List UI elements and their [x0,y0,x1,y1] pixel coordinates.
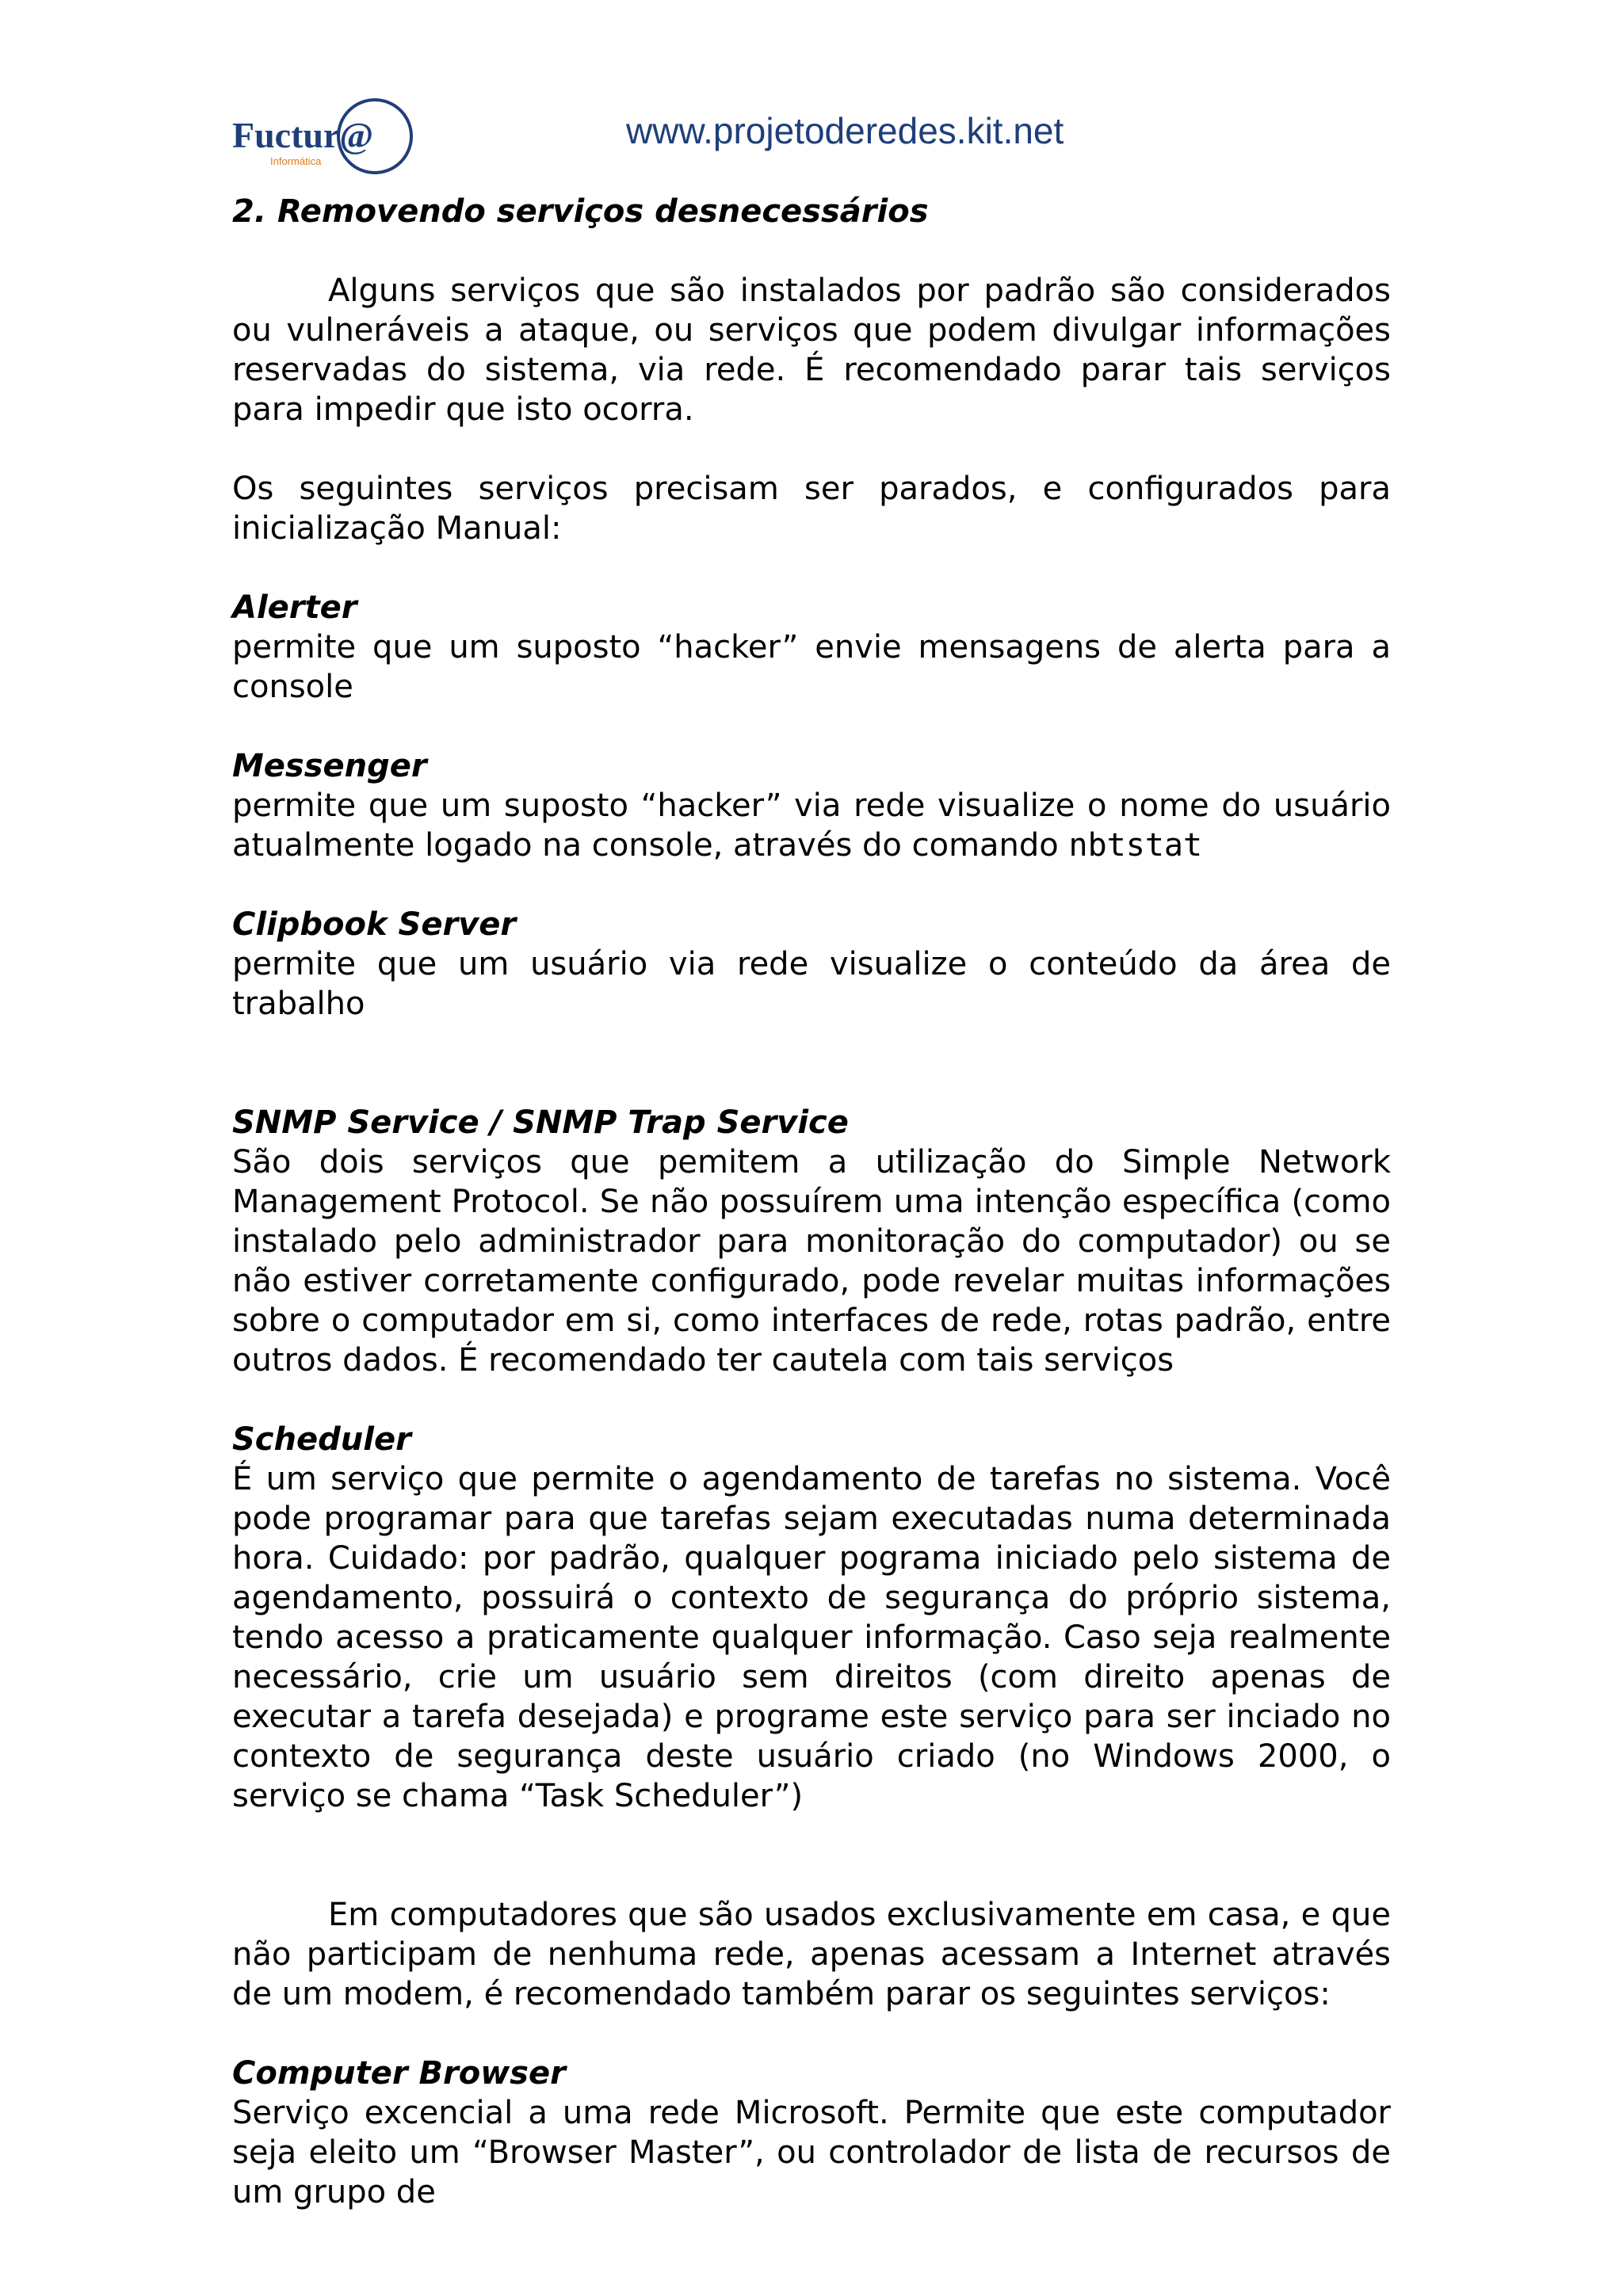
service-description-clipbook: permite que um usuário via rede visualize o conteúdo da área de trabalho [232,946,1391,1022]
service-name-clipbook: Clipbook Server [232,906,517,943]
command-nbtstat: nbtstat [1068,827,1203,864]
service-name-alerter: Alerter [232,589,357,626]
service-description-computer-browser: Serviço excencial a uma rede Microsoft. Permite que este computador seja eleito um “Browser Master”, ou controlador de lista de recursos de um grupo de [232,2095,1391,2210]
service-description-messenger [232,786,1391,865]
site-url: www.projetoderedes.kit.net [626,110,1064,151]
list-intro-paragraph: Os seguintes serviços precisam ser parados, e configurados para inicialização Manual: [232,471,1391,547]
logo-subtext: Informática [270,155,322,167]
home-paragraph: Em computadores que são usados exclusivamente em casa, e que não participam de nenhuma rede, apenas acessam a Internet através de um modem, é recomendado também parar os seguintes serviços: [232,1897,1391,2012]
service-name-snmp: SNMP Service / SNMP Trap Service [232,1104,849,1141]
service-description-scheduler: É um serviço que permite o agendamento de tarefas no sistema. Você pode programar para que tarefas sejam executadas numa determinada hora. Cuidado: por padrão, qualquer pograma iniciado pelo sistema de agendamento, possuirá o contexto de segurança do próprio sistema, tendo acesso a praticamente qualquer informação. Caso seja realmente necessário, crie um usuário sem direitos (com direito apenas de executar a tarefa desejada) e programe este serviço para ser inciado no contexto de segurança deste usuário criado (no Windows 2000, o serviço se chama “Task Scheduler”) [232,1461,1391,1814]
logo-wordmark: Fuctur@ [232,115,374,155]
section-title: 2. Removendo serviços desnecessários [232,193,929,230]
service-description-alerter: permite que um suposto “hacker” envie mensagens de alerta para a console [232,629,1391,705]
service-description-snmp: São dois serviços que pemitem a utilização do Simple Network Management Protocol. Se não possuírem uma intenção específica (como instalado pelo administrador para monitoração do computador) ou se não estiver corretamente configurado, pode revelar muitas informações sobre o computador em si, como interfaces de rede, rotas padrão, entre outros dados. É recomendado ter cautela com tais serviços [232,1144,1391,1379]
service-name-scheduler: Scheduler [232,1421,411,1458]
document-body [232,192,1391,2212]
messenger-description-text: permite que um suposto “hacker” via rede visualize o nome do usuário atualmente logado na console, através do comando [232,788,1391,864]
fuctura-logo [232,93,422,181]
service-name-messenger: Messenger [232,748,427,784]
intro-paragraph: Alguns serviços que são instalados por padrão são considerados ou vulneráveis a ataque, ou serviços que podem divulgar informações reservadas do sistema, via rede. É recomendado parar tais serviços para impedir que isto ocorra. [232,273,1391,428]
service-name-computer-browser: Computer Browser [232,2055,566,2092]
